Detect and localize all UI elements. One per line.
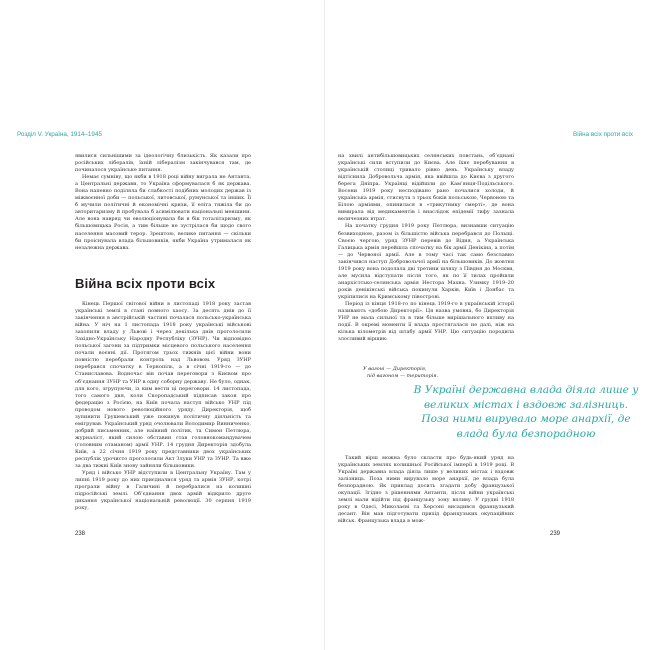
paragraph: Період із кінця 1918-го по кінець 1919-го в українській історії називають «добою Директорії». Ця назва умовна, бо Директорія УНР не мала сильної та в тим більше вирішального впливу на події. В окремі моменти її влада простягалася не далі, ніж на кілька кілометрів від штабу армії УНР. Цю ситуацію породила злосливий віршик: xyxy=(338,300,514,343)
paragraph: Немає сумніву, що якби в 1918 році війну виграла не Антанта, а Центральні держави, то Україна сформувалася б як держава. Вона напевно поділяла би слабкості подібних молодих держав із міжвоєнної доби — польської, литовської, румунської та інших. Її б мучили політичні й економічні кризи, її елітa тяжіла би до авторитаризму й пробувала б асимілювати національні меншини. Але вона навряд чи еволюціонувала би в бік тоталітаризму, як більшовицька Росія, а тим більше не зустрілася би щодо свого населення масовий терор. Зрештою, велике питання — скільки би проіснувала влада більшовиків, якби Україна утрималася як незалежна держава. xyxy=(75,174,251,251)
poem-line: під вагоном — територія. xyxy=(367,373,439,379)
section-title: Війна всіх проти всіх xyxy=(75,276,216,291)
left-body-top xyxy=(75,153,251,252)
paragraph: на хвилі антибільшовицьких селянських повстань, об’єднані українські сили вступили до Києва. Але їхнє перебування в українській столиці тривало рівно день. Українську владу відтіснила Добровольча армія, яка ввійшла до Києва з другого берега Дніпра. Українці відійшли до Кам’янця-Подільського. Восени 1919 року несподівано рано почалися холоди, й українська армія, стиснута з трьох боків польською, Червоною та Білою арміями, опинилася в «трикутнику смерті», де вона вимирала від медикаментів і внаслідок епідемії тифу зазнала величезних втрат. xyxy=(338,153,514,223)
paragraph: Такий вірш можна було скласти про будь-який уряд на українських землях колишньої Російської імперії в 1919 році. В Україні державна влада діяла лише у великих містах і вздовж залізниць. Поза ними вирувало море анархії, де влада була безпорадною. Як приклад досить згадати добу французької окупації. Згідно з рішеннями Антанти, після війни українські землі мали відійти під французьку зону впливу. У грудні 1918 року в Одесі, Миколаєві та Херсоні висадився французький десант. Він мав підготувати прихід французьких окупаційних військ. Французька влада в мож- xyxy=(338,455,514,525)
paragraph: На початку грудня 1919 року Петлюра, визнавши ситуацію безвиходною, разом із більшістю війська перебрався до Польщі. Своєю чергою, уряд ЗУНР перевів до Відня, а Українська Галицька армія перейшла спочатку на бік армії Денікіна, а потім — до Червоної армії. Але в тому часі так само безславно закінчився наступ Добровольчої армії на більшовиків. До жовтня 1919 року вона подолала дві третини шляху з Півдня до Москви, але мусила відступати після того, як по її тилах пройшли анархістсько-селянська армія Нестора Махна. Узимку 1919–20 років денікінські війська покинули Харків, Київ і Донбас та укріпилися на Кримському півострові. xyxy=(338,223,514,300)
paragraph: Кінець Першої світової війни в листопаді 1918 року застав українські землі в стані повного хаосу. За десять днів до її закінчення в австрійській частині почалася польсько-українська війна. У ніч на 1 листопада 1918 року українські військові захопили владу у Львові і через декілька днів проголосили Західно-Українську Народну Республіку (ЗУНР). Чи відповідно польської загони за підтримки місцевого польського населення почали воєнні дії. Протягом трьох тижнів цієї війни вони повністю перебрали контроль над Львовом. Уряд ЗУНР перебрався спочатку в Тернопіль, а в січні 1919-го — до Станиславова. Водночас він почав переговори з Києвом про об’єднання ЗУНР та УНР в одну соборну державу. Не було, однак, для кого, згрупуючи, із ким вести ці переговори. 14 листопада, того самого дня, коли Скоропадський підписав закон про федерацію з Росією, на Київ почала наступ військо УНР під проводом нового революційного уряду. Директорія, щоб зупинити Грушевський уже покинув політичну діяльність та емігрував. Український уряд очолювали Володимир Винниченко, добрий письменник, але наївний політик, та Симон Петлюра, журналіст, який силою обставин став головнокомандувачем (головним отаманом) армії УНР. 14 грудня Директорія здобула Київ, а 22 січня 1919 року представники двох українських республік урочисто проголосили Акт Злуки УНР та ЗУНР. Та вже за два тижні Київ знову зайняли більшовики. xyxy=(75,301,251,470)
running-head-left: Розділ V. Україна, 1914–1945 xyxy=(17,131,102,138)
paragraph: Уряд і військо УНР відступили в Центральну Україну. Там у липні 1919 року до них приєдналися уряд та армія ЗУНР, котрі програли війну в Галичині й перебралися на колишні підросійські землі. Об’єднання двох армій відкрило друге дихання української національній революції. 30 серпня 1919 року, xyxy=(75,470,251,512)
left-body-bottom xyxy=(75,301,251,512)
page-number-right: 239 xyxy=(550,531,561,537)
pull-quote: В Україні державна влада діяла лише у великих містах і вздовж залізниць. Поза ними вирувало море анархії, де влада була безпорадною xyxy=(413,384,639,440)
right-page xyxy=(325,0,650,650)
poem xyxy=(363,366,438,380)
poem-line: У вагоні — Директорія, xyxy=(363,366,427,372)
running-head-right: Війна всіх проти всіх xyxy=(573,131,633,138)
page-number-left: 238 xyxy=(75,531,86,537)
paragraph: явилися сильнішими за ідеологічну близькість. Як казали про російських лібералів, їхній лібералізм закінчувався там, де починалося українське питання. xyxy=(75,153,251,174)
right-body-bottom xyxy=(338,455,514,525)
right-body-top xyxy=(338,153,514,343)
